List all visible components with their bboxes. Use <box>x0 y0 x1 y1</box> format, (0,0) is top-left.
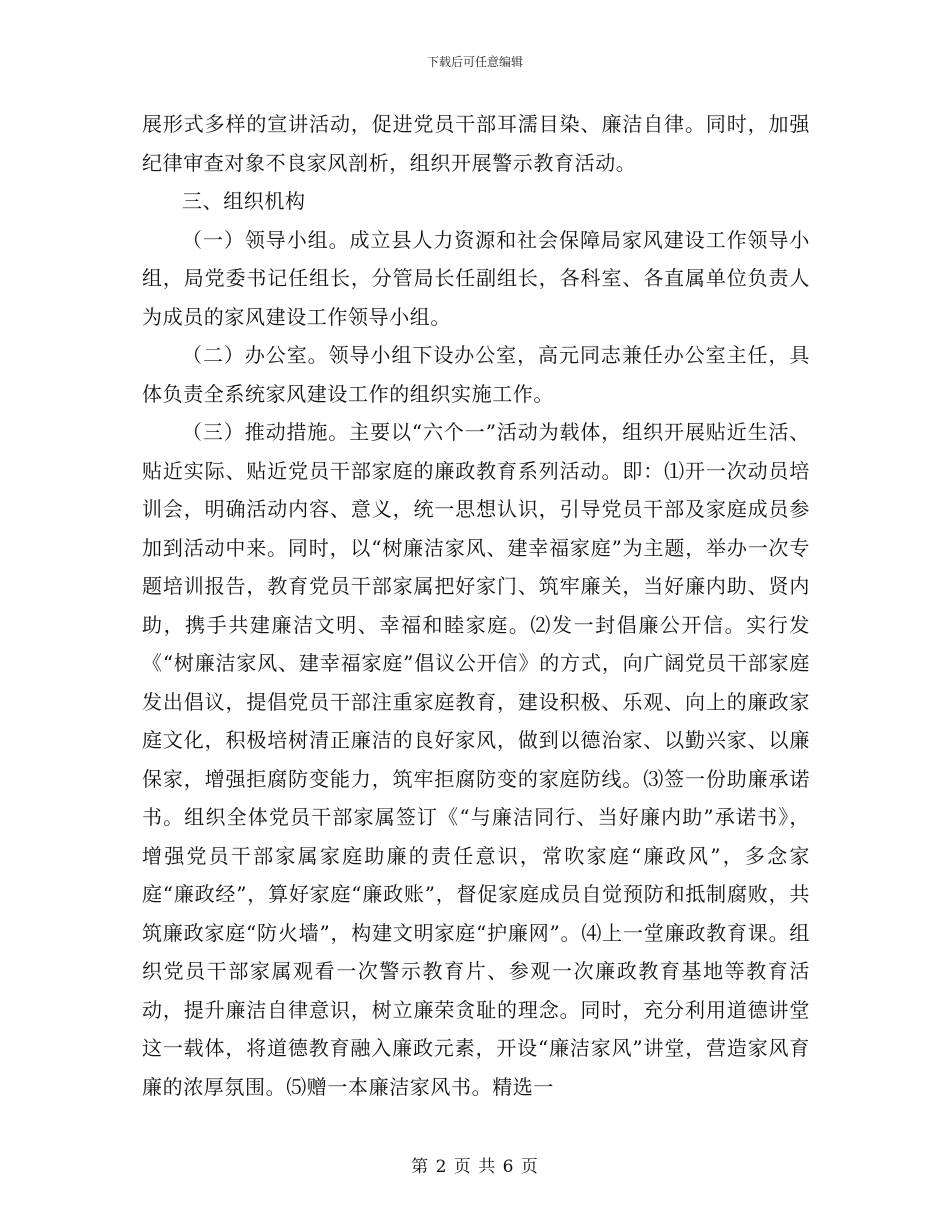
document-body <box>142 105 810 1106</box>
paragraph-office: （二）办公室。领导小组下设办公室，高元同志兼任办公室主任，具体负责全系统家风建设工作的组织实施工作。 <box>142 343 810 406</box>
page-number-footer: 第 2 页 共 6 页 <box>411 1157 539 1177</box>
paragraph-measures: （三）推动措施。主要以“六个一”活动为载体，组织开展贴近生活、贴近实际、贴近党员干部家庭的廉政教育系列活动。即：⑴开一次动员培训会，明确活动内容、意义，统一思想认识，引导党员干部及家庭成员参加到活动中来。同时，以“树廉洁家风、建幸福家庭”为主题，举办一次专题培训报告，教育党员干部家属把好家门、筑牢廉关，当好廉内助、贤内助，携手共建廉洁文明、幸福和睦家庭。⑵发一封倡廉公开信。实行发《“树廉洁家风、建幸福家庭”倡议公开信》的方式，向广阔党员干部家庭发出倡议，提倡党员干部注重家庭教育，建设积极、乐观、向上的廉政家庭文化，积极培树清正廉洁的良好家风，做到以德治家、以勤兴家、以廉保家，增强拒腐防变能力，筑牢拒腐防变的家庭防线。⑶签一份助廉承诺书。组织全体党员干部家属签订《“与廉洁同行、当好廉内助”承诺书》，增强党员干部家属家庭助廉的责任意识，常吹家庭“廉政风”，多念家庭“廉政经”，算好家庭“廉政账”，督促家庭成员自觉预防和抵制腐败，共筑廉政家庭“防火墙”，构建文明家庭“护廉网”。⑷上一堂廉政教育课。组织党员干部家属观看一次警示教育片、参观一次廉政教育基地等教育活动，提升廉洁自律意识，树立廉荣贪耻的理念。同时，充分利用道德讲堂这一载体，将道德教育融入廉政元素，开设“廉洁家风”讲堂，营造家风育廉的浓厚氛围。⑸赠一本廉洁家风书。精选一 <box>142 420 810 1099</box>
paragraph-leading-group: （一）领导小组。成立县人力资源和社会保障局家风建设工作领导小组，局党委书记任组长，分管局长任副组长，各科室、各直属单位负责人为成员的家风建设工作领导小组。 <box>142 227 810 329</box>
section-heading: 三、组织机构 <box>182 189 306 213</box>
page-header: 下载后可任意编辑 <box>426 55 523 69</box>
paragraph-continuation: 展形式多样的宣讲活动，促进党员干部耳濡目染、廉洁自律。同时，加强纪律审查对象不良家风剖析，组织开展警示教育活动。 <box>142 112 810 175</box>
